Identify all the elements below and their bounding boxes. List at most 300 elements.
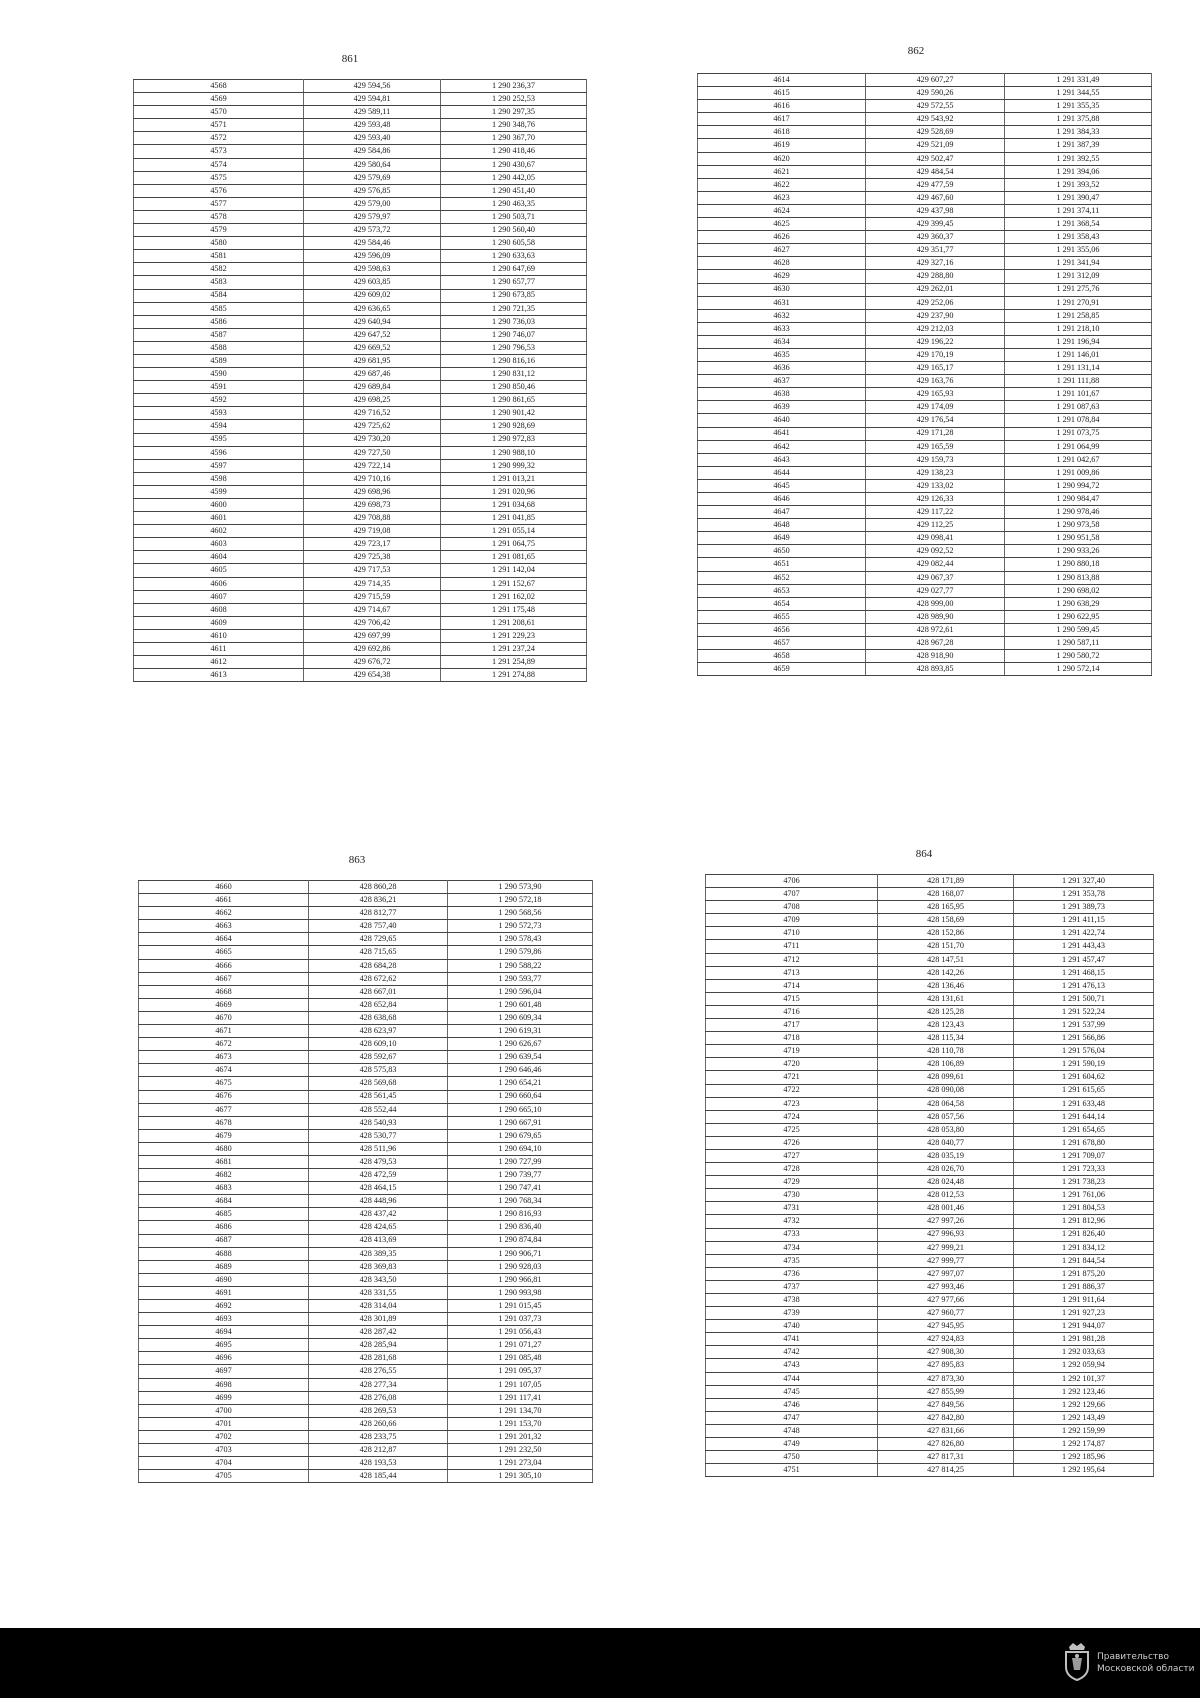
y-coordinate-cell: 1 290 588,22 — [448, 959, 593, 972]
table-row — [134, 381, 587, 394]
point-number-cell: 4727 — [706, 1149, 878, 1162]
table-row — [139, 1470, 593, 1483]
y-coordinate-cell: 1 290 698,02 — [1005, 584, 1152, 597]
y-coordinate-cell: 1 290 850,46 — [441, 381, 587, 394]
point-number-cell: 4666 — [139, 959, 309, 972]
y-coordinate-cell: 1 291 254,89 — [441, 656, 587, 669]
point-number-cell: 4653 — [698, 584, 866, 597]
point-number-cell: 4578 — [134, 210, 304, 223]
table-row — [139, 985, 593, 998]
y-coordinate-cell: 1 291 087,63 — [1005, 401, 1152, 414]
table-row — [698, 309, 1152, 322]
point-number-cell: 4644 — [698, 466, 866, 479]
table-row — [134, 669, 587, 682]
table-row — [698, 506, 1152, 519]
y-coordinate-cell: 1 291 576,04 — [1014, 1045, 1154, 1058]
table-row — [139, 1260, 593, 1273]
table-row — [706, 1333, 1154, 1346]
point-number-cell: 4699 — [139, 1391, 309, 1404]
x-coordinate-cell: 427 977,66 — [878, 1294, 1014, 1307]
x-coordinate-cell: 428 281,68 — [309, 1352, 448, 1365]
x-coordinate-cell: 429 579,00 — [304, 197, 441, 210]
y-coordinate-cell: 1 291 384,33 — [1005, 126, 1152, 139]
x-coordinate-cell: 427 997,07 — [878, 1267, 1014, 1280]
x-coordinate-cell: 429 636,65 — [304, 302, 441, 315]
x-coordinate-cell: 429 714,67 — [304, 603, 441, 616]
point-number-cell: 4678 — [139, 1116, 309, 1129]
x-coordinate-cell: 427 855,99 — [878, 1385, 1014, 1398]
x-coordinate-cell: 428 464,15 — [309, 1182, 448, 1195]
table-row — [698, 152, 1152, 165]
y-coordinate-cell: 1 290 568,56 — [448, 907, 593, 920]
table-row — [698, 283, 1152, 296]
table-row — [698, 335, 1152, 348]
y-coordinate-cell: 1 291 153,70 — [448, 1417, 593, 1430]
y-coordinate-cell: 1 291 055,14 — [441, 525, 587, 538]
table-row — [706, 1228, 1154, 1241]
point-number-cell: 4573 — [134, 145, 304, 158]
x-coordinate-cell: 429 609,02 — [304, 289, 441, 302]
x-coordinate-cell: 428 193,53 — [309, 1457, 448, 1470]
table-row — [698, 113, 1152, 126]
x-coordinate-cell: 428 437,42 — [309, 1208, 448, 1221]
point-number-cell: 4585 — [134, 302, 304, 315]
y-coordinate-cell: 1 291 152,67 — [441, 577, 587, 590]
y-coordinate-cell: 1 291 678,80 — [1014, 1136, 1154, 1149]
point-number-cell: 4620 — [698, 152, 866, 165]
point-number-cell: 4642 — [698, 440, 866, 453]
x-coordinate-cell: 429 593,48 — [304, 119, 441, 132]
x-coordinate-cell: 429 730,20 — [304, 433, 441, 446]
table-row — [134, 93, 587, 106]
table-row — [698, 218, 1152, 231]
x-coordinate-cell: 427 831,66 — [878, 1424, 1014, 1437]
x-coordinate-cell: 429 681,95 — [304, 354, 441, 367]
x-coordinate-cell: 428 424,65 — [309, 1221, 448, 1234]
table-row — [139, 894, 593, 907]
point-number-cell: 4701 — [139, 1417, 309, 1430]
x-coordinate-cell: 429 212,03 — [866, 322, 1005, 335]
point-number-cell: 4569 — [134, 93, 304, 106]
x-coordinate-cell: 429 092,52 — [866, 545, 1005, 558]
x-coordinate-cell: 428 972,61 — [866, 623, 1005, 636]
table-row — [134, 210, 587, 223]
y-coordinate-cell: 1 290 593,77 — [448, 972, 593, 985]
point-number-cell: 4751 — [706, 1464, 878, 1477]
x-coordinate-cell: 428 168,07 — [878, 888, 1014, 901]
point-number-cell: 4603 — [134, 538, 304, 551]
y-coordinate-cell: 1 290 572,14 — [1005, 663, 1152, 676]
organization-name-line-2: Московской области — [1097, 1664, 1195, 1674]
x-coordinate-cell: 428 057,56 — [878, 1110, 1014, 1123]
y-coordinate-cell: 1 291 633,48 — [1014, 1097, 1154, 1110]
x-coordinate-cell: 428 684,28 — [309, 959, 448, 972]
x-coordinate-cell: 427 826,80 — [878, 1438, 1014, 1451]
table-row — [134, 499, 587, 512]
x-coordinate-cell: 427 873,30 — [878, 1372, 1014, 1385]
x-coordinate-cell: 429 138,23 — [866, 466, 1005, 479]
table-row — [706, 992, 1154, 1005]
point-number-cell: 4628 — [698, 257, 866, 270]
point-number-cell: 4629 — [698, 270, 866, 283]
x-coordinate-cell: 428 836,21 — [309, 894, 448, 907]
y-coordinate-cell: 1 291 443,43 — [1014, 940, 1154, 953]
y-coordinate-cell: 1 291 368,54 — [1005, 218, 1152, 231]
x-coordinate-cell: 429 502,47 — [866, 152, 1005, 165]
table-row — [134, 106, 587, 119]
x-coordinate-cell: 428 233,75 — [309, 1430, 448, 1443]
point-number-cell: 4632 — [698, 309, 866, 322]
y-coordinate-cell: 1 291 229,23 — [441, 629, 587, 642]
x-coordinate-cell: 429 687,46 — [304, 368, 441, 381]
x-coordinate-cell: 428 165,95 — [878, 901, 1014, 914]
table-row — [139, 1391, 593, 1404]
y-coordinate-cell: 1 290 660,64 — [448, 1090, 593, 1103]
point-number-cell: 4619 — [698, 139, 866, 152]
x-coordinate-cell: 428 136,46 — [878, 979, 1014, 992]
x-coordinate-cell: 427 960,77 — [878, 1307, 1014, 1320]
point-number-cell: 4707 — [706, 888, 878, 901]
x-coordinate-cell: 429 327,16 — [866, 257, 1005, 270]
table-row — [134, 616, 587, 629]
table-row — [139, 1404, 593, 1417]
table-row — [706, 1464, 1154, 1477]
x-coordinate-cell: 428 757,40 — [309, 920, 448, 933]
table-row — [706, 1294, 1154, 1307]
y-coordinate-cell: 1 291 355,06 — [1005, 244, 1152, 257]
y-coordinate-cell: 1 291 034,68 — [441, 499, 587, 512]
table-row — [139, 920, 593, 933]
point-number-cell: 4669 — [139, 998, 309, 1011]
x-coordinate-cell: 429 262,01 — [866, 283, 1005, 296]
point-number-cell: 4571 — [134, 119, 304, 132]
x-coordinate-cell: 427 993,46 — [878, 1280, 1014, 1293]
x-coordinate-cell: 429 579,97 — [304, 210, 441, 223]
point-number-cell: 4659 — [698, 663, 866, 676]
table-row — [139, 1286, 593, 1299]
y-coordinate-cell: 1 290 463,35 — [441, 197, 587, 210]
table-row — [698, 650, 1152, 663]
table-row — [134, 119, 587, 132]
x-coordinate-cell: 429 723,17 — [304, 538, 441, 551]
y-coordinate-cell: 1 290 573,90 — [448, 881, 593, 894]
y-coordinate-cell: 1 290 622,95 — [1005, 610, 1152, 623]
y-coordinate-cell: 1 291 305,10 — [448, 1470, 593, 1483]
x-coordinate-cell: 428 812,77 — [309, 907, 448, 920]
table-row — [134, 263, 587, 276]
x-coordinate-cell: 429 594,56 — [304, 80, 441, 93]
y-coordinate-cell: 1 290 639,54 — [448, 1051, 593, 1064]
point-number-cell: 4617 — [698, 113, 866, 126]
table-row — [139, 1025, 593, 1038]
table-row — [706, 1019, 1154, 1032]
point-number-cell: 4720 — [706, 1058, 878, 1071]
point-number-cell: 4733 — [706, 1228, 878, 1241]
table-row — [139, 1339, 593, 1352]
y-coordinate-cell: 1 291 071,27 — [448, 1339, 593, 1352]
y-coordinate-cell: 1 292 143,49 — [1014, 1411, 1154, 1424]
x-coordinate-cell: 428 212,87 — [309, 1444, 448, 1457]
y-coordinate-cell: 1 290 578,43 — [448, 933, 593, 946]
x-coordinate-cell: 427 908,30 — [878, 1346, 1014, 1359]
y-coordinate-cell: 1 290 746,07 — [441, 328, 587, 341]
table-row — [706, 914, 1154, 927]
point-number-cell: 4684 — [139, 1195, 309, 1208]
y-coordinate-cell: 1 290 861,65 — [441, 394, 587, 407]
y-coordinate-cell: 1 290 348,76 — [441, 119, 587, 132]
point-number-cell: 4626 — [698, 231, 866, 244]
point-number-cell: 4662 — [139, 907, 309, 920]
y-coordinate-cell: 1 290 836,40 — [448, 1221, 593, 1234]
y-coordinate-cell: 1 290 679,65 — [448, 1129, 593, 1142]
point-number-cell: 4688 — [139, 1247, 309, 1260]
table-row — [698, 545, 1152, 558]
point-number-cell: 4732 — [706, 1215, 878, 1228]
y-coordinate-cell: 1 292 033,63 — [1014, 1346, 1154, 1359]
x-coordinate-cell: 428 158,69 — [878, 914, 1014, 927]
point-number-cell: 4740 — [706, 1320, 878, 1333]
y-coordinate-cell: 1 291 218,10 — [1005, 322, 1152, 335]
y-coordinate-cell: 1 291 844,54 — [1014, 1254, 1154, 1267]
coordinates-table — [705, 874, 1154, 1477]
x-coordinate-cell: 428 131,61 — [878, 992, 1014, 1005]
x-coordinate-cell: 428 592,67 — [309, 1051, 448, 1064]
table-row — [139, 1090, 593, 1103]
y-coordinate-cell: 1 290 647,69 — [441, 263, 587, 276]
table-row — [706, 1411, 1154, 1424]
point-number-cell: 4685 — [139, 1208, 309, 1221]
point-number-cell: 4737 — [706, 1280, 878, 1293]
point-number-cell: 4583 — [134, 276, 304, 289]
y-coordinate-cell: 1 290 972,83 — [441, 433, 587, 446]
x-coordinate-cell: 429 697,99 — [304, 629, 441, 642]
y-coordinate-cell: 1 290 673,85 — [441, 289, 587, 302]
y-coordinate-cell: 1 291 312,09 — [1005, 270, 1152, 283]
point-number-cell: 4695 — [139, 1339, 309, 1352]
x-coordinate-cell: 427 895,83 — [878, 1359, 1014, 1372]
table-row — [134, 564, 587, 577]
table-row — [706, 1136, 1154, 1149]
point-number-cell: 4604 — [134, 551, 304, 564]
point-number-cell: 4587 — [134, 328, 304, 341]
y-coordinate-cell: 1 290 816,93 — [448, 1208, 593, 1221]
point-number-cell: 4736 — [706, 1267, 878, 1280]
y-coordinate-cell: 1 291 201,32 — [448, 1430, 593, 1443]
page-number: 863 — [348, 854, 366, 866]
y-coordinate-cell: 1 290 619,31 — [448, 1025, 593, 1038]
x-coordinate-cell: 428 260,66 — [309, 1417, 448, 1430]
table-row — [134, 472, 587, 485]
table-row — [698, 191, 1152, 204]
x-coordinate-cell: 429 725,38 — [304, 551, 441, 564]
y-coordinate-cell: 1 292 059,94 — [1014, 1359, 1154, 1372]
y-coordinate-cell: 1 291 738,23 — [1014, 1176, 1154, 1189]
point-number-cell: 4749 — [706, 1438, 878, 1451]
point-number-cell: 4656 — [698, 623, 866, 636]
y-coordinate-cell: 1 292 129,66 — [1014, 1398, 1154, 1411]
point-number-cell: 4664 — [139, 933, 309, 946]
x-coordinate-cell: 429 719,08 — [304, 525, 441, 538]
point-number-cell: 4748 — [706, 1424, 878, 1437]
point-number-cell: 4572 — [134, 132, 304, 145]
x-coordinate-cell: 429 171,28 — [866, 427, 1005, 440]
point-number-cell: 4670 — [139, 1011, 309, 1024]
table-row — [139, 1365, 593, 1378]
y-coordinate-cell: 1 291 196,94 — [1005, 335, 1152, 348]
x-coordinate-cell: 428 530,77 — [309, 1129, 448, 1142]
table-row — [134, 656, 587, 669]
table-row — [698, 126, 1152, 139]
table-row — [139, 1234, 593, 1247]
organization-name-line-1: Правительство — [1097, 1652, 1169, 1662]
x-coordinate-cell: 429 640,94 — [304, 315, 441, 328]
point-number-cell: 4686 — [139, 1221, 309, 1234]
x-coordinate-cell: 428 110,78 — [878, 1045, 1014, 1058]
point-number-cell: 4623 — [698, 191, 866, 204]
x-coordinate-cell: 428 026,70 — [878, 1163, 1014, 1176]
point-number-cell: 4596 — [134, 446, 304, 459]
x-coordinate-cell: 428 185,44 — [309, 1470, 448, 1483]
x-coordinate-cell: 428 331,55 — [309, 1286, 448, 1299]
point-number-cell: 4741 — [706, 1333, 878, 1346]
point-number-cell: 4599 — [134, 485, 304, 498]
y-coordinate-cell: 1 291 081,65 — [441, 551, 587, 564]
y-coordinate-cell: 1 290 252,53 — [441, 93, 587, 106]
point-number-cell: 4639 — [698, 401, 866, 414]
x-coordinate-cell: 427 945,95 — [878, 1320, 1014, 1333]
table-row — [706, 1280, 1154, 1293]
x-coordinate-cell: 428 561,45 — [309, 1090, 448, 1103]
table-row — [134, 237, 587, 250]
table-row — [706, 1058, 1154, 1071]
x-coordinate-cell: 428 893,85 — [866, 663, 1005, 676]
y-coordinate-cell: 1 291 064,75 — [441, 538, 587, 551]
y-coordinate-cell: 1 291 162,02 — [441, 590, 587, 603]
table-row — [698, 597, 1152, 610]
coordinates-table — [133, 79, 587, 682]
point-number-cell: 4582 — [134, 263, 304, 276]
table-row — [139, 1430, 593, 1443]
table-row — [698, 362, 1152, 375]
point-number-cell: 4600 — [134, 499, 304, 512]
y-coordinate-cell: 1 290 236,37 — [441, 80, 587, 93]
y-coordinate-cell: 1 290 966,81 — [448, 1273, 593, 1286]
table-row — [139, 1103, 593, 1116]
x-coordinate-cell: 428 638,68 — [309, 1011, 448, 1024]
point-number-cell: 4743 — [706, 1359, 878, 1372]
table-row — [139, 1011, 593, 1024]
point-number-cell: 4616 — [698, 100, 866, 113]
table-row — [698, 139, 1152, 152]
y-coordinate-cell: 1 292 101,37 — [1014, 1372, 1154, 1385]
x-coordinate-cell: 428 369,83 — [309, 1260, 448, 1273]
table-row — [139, 1417, 593, 1430]
y-coordinate-cell: 1 291 107,05 — [448, 1378, 593, 1391]
point-number-cell: 4646 — [698, 493, 866, 506]
y-coordinate-cell: 1 291 078,84 — [1005, 414, 1152, 427]
point-number-cell: 4689 — [139, 1260, 309, 1273]
y-coordinate-cell: 1 290 633,63 — [441, 250, 587, 263]
y-coordinate-cell: 1 290 874,84 — [448, 1234, 593, 1247]
y-coordinate-cell: 1 290 721,35 — [441, 302, 587, 315]
table-row — [706, 979, 1154, 992]
table-row — [139, 1169, 593, 1182]
y-coordinate-cell: 1 291 812,96 — [1014, 1215, 1154, 1228]
y-coordinate-cell: 1 290 747,41 — [448, 1182, 593, 1195]
y-coordinate-cell: 1 291 117,41 — [448, 1391, 593, 1404]
table-row — [139, 1221, 593, 1234]
table-row — [698, 532, 1152, 545]
y-coordinate-cell: 1 291 041,85 — [441, 512, 587, 525]
x-coordinate-cell: 429 727,50 — [304, 446, 441, 459]
x-coordinate-cell: 429 589,11 — [304, 106, 441, 119]
table-row — [134, 590, 587, 603]
point-number-cell: 4713 — [706, 966, 878, 979]
point-number-cell: 4739 — [706, 1307, 878, 1320]
x-coordinate-cell: 427 849,56 — [878, 1398, 1014, 1411]
point-number-cell: 4708 — [706, 901, 878, 914]
x-coordinate-cell: 429 584,46 — [304, 237, 441, 250]
y-coordinate-cell: 1 291 911,64 — [1014, 1294, 1154, 1307]
point-number-cell: 4681 — [139, 1155, 309, 1168]
x-coordinate-cell: 428 511,96 — [309, 1142, 448, 1155]
x-coordinate-cell: 429 590,26 — [866, 87, 1005, 100]
x-coordinate-cell: 429 112,25 — [866, 519, 1005, 532]
y-coordinate-cell: 1 291 375,88 — [1005, 113, 1152, 126]
x-coordinate-cell: 429 579,69 — [304, 171, 441, 184]
point-number-cell: 4588 — [134, 341, 304, 354]
point-number-cell: 4651 — [698, 558, 866, 571]
y-coordinate-cell: 1 291 101,67 — [1005, 388, 1152, 401]
x-coordinate-cell: 427 996,93 — [878, 1228, 1014, 1241]
point-number-cell: 4660 — [139, 881, 309, 894]
point-number-cell: 4576 — [134, 184, 304, 197]
table-row — [706, 1241, 1154, 1254]
y-coordinate-cell: 1 291 037,73 — [448, 1313, 593, 1326]
y-coordinate-cell: 1 290 626,67 — [448, 1038, 593, 1051]
table-row — [706, 1215, 1154, 1228]
y-coordinate-cell: 1 291 274,88 — [441, 669, 587, 682]
point-number-cell: 4591 — [134, 381, 304, 394]
point-number-cell: 4671 — [139, 1025, 309, 1038]
y-coordinate-cell: 1 291 134,70 — [448, 1404, 593, 1417]
point-number-cell: 4570 — [134, 106, 304, 119]
y-coordinate-cell: 1 291 387,39 — [1005, 139, 1152, 152]
table-row — [706, 1451, 1154, 1464]
point-number-cell: 4630 — [698, 283, 866, 296]
x-coordinate-cell: 428 389,35 — [309, 1247, 448, 1260]
x-coordinate-cell: 429 165,93 — [866, 388, 1005, 401]
y-coordinate-cell: 1 290 572,18 — [448, 894, 593, 907]
y-coordinate-cell: 1 290 993,98 — [448, 1286, 593, 1299]
x-coordinate-cell: 428 269,53 — [309, 1404, 448, 1417]
x-coordinate-cell: 429 117,22 — [866, 506, 1005, 519]
y-coordinate-cell: 1 291 208,61 — [441, 616, 587, 629]
point-number-cell: 4698 — [139, 1378, 309, 1391]
y-coordinate-cell: 1 290 596,04 — [448, 985, 593, 998]
x-coordinate-cell: 429 598,63 — [304, 263, 441, 276]
point-number-cell: 4634 — [698, 335, 866, 348]
x-coordinate-cell: 428 652,84 — [309, 998, 448, 1011]
table-row — [139, 1378, 593, 1391]
table-row — [698, 401, 1152, 414]
y-coordinate-cell: 1 291 064,99 — [1005, 440, 1152, 453]
y-coordinate-cell: 1 290 609,34 — [448, 1011, 593, 1024]
y-coordinate-cell: 1 291 344,55 — [1005, 87, 1152, 100]
table-row — [134, 394, 587, 407]
table-row — [698, 571, 1152, 584]
x-coordinate-cell: 428 142,26 — [878, 966, 1014, 979]
